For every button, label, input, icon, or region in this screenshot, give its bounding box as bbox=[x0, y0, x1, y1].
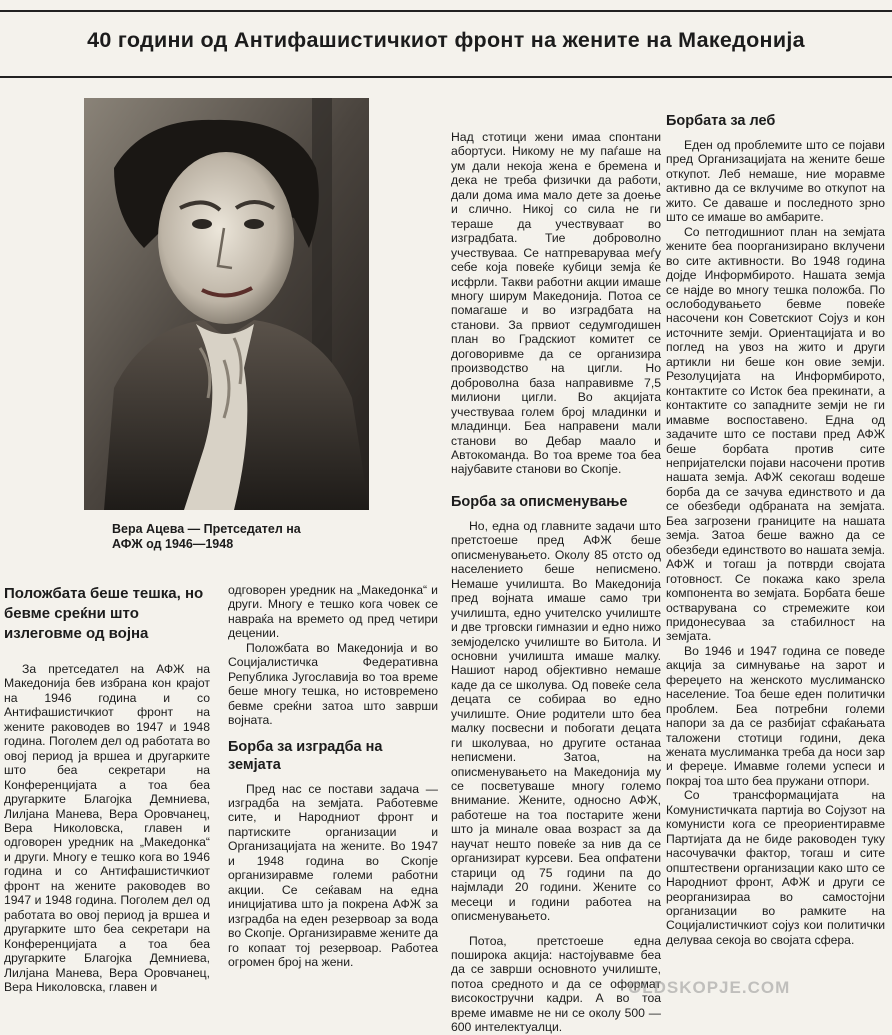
article-column-1 bbox=[4, 584, 210, 998]
article4-paragraph-2: Со петгодишниот план на земјата жените беа поорганизирано вклучени во сите активности. Во 1948 година дојде Информбирото. Нашата земја се најде во многу тешка положба. По ослободувањето бевме повеќе насочени кон Советскиот Сојуз и кон источните земји. Ориентацијата и во поглед на увоз на жито и други артикли ни беше кон овие земји. Резолуцијата на Информбирото, контактите со Исток беа прекинати, а контактите со западните земји не ги имавме воспоставено. Една од задачите што се постави пред АФЖ беше борбата против сите непријателски појави насочени против нашата земја. АФЖ секогаш водеше борба да се зачува единството и да се обезбеди одбраната на земјата. Беа загрозени границите на нашата земја. Затоа беше важно да се обезбеди единството во нашата земја. АФЖ и тогаш ја потврди својата готовност. Се покажа како зрела компонента во земјата. Борбата беше остварувана со стремежите кои придонесуваа за стабилност на земјата. bbox=[666, 224, 885, 644]
article4-paragraph-1: Еден од проблемите што се појави пред Организацијата на жените беше откупот. Леб немаше, ние моравме активно да се вклучиме во откупот на жито. Се даваше и последното зрно што се имаше во амбарите. bbox=[666, 138, 885, 225]
article2-paragraph-1: Пред нас се постави задача — изградба на земјата. Работевме сите, и Народниот фронт и партиските организации и Организацијата на жените. Во 1947 и 1948 година во Скопје организиравме големи работни акции. Се сеќавам на една иницијатива што ја покрена АФЖ за изградба на еден резервоар за вода во Скопје. Организиравме жените да го копаат тој резервоар. Работеа огромен број на жени. bbox=[228, 781, 438, 969]
portrait-image bbox=[84, 98, 369, 510]
article3-paragraph-1: Но, една од главните задачи што претстоеше пред АФЖ беше описменувањето. Околу 85 отсто од населението беше неписмено. Немаше училишта. Во Македонија пред војната имаше само три училишта, едно учителско училиште и две трговски гимназии и едно нижо земјоделско училиште во Битола. И основни училишта имаше малку. Нашиот народ објективно немаше каде да се школува. Од повеќе села децата се собираа во едно училиште. Оние родители што беа малку посвесни и побогати децата ги школуваа, но другите останаа неписмени. Затоа, на описменувањето на Македонија му се посветуваше многу големо внимание. Жените, односно АФЖ, работеше на тоа постарите жени што ја минале оваа возраст за да научат нешто повеќе за нив да се организират курсеви. Беа опфатени старици од 75 години па до најмлади 20 години. Жените со месеци и години работеа на описменувањето. bbox=[451, 518, 661, 924]
article4-title: Борбата за леб bbox=[666, 113, 776, 129]
article4-paragraph-3: Во 1946 и 1947 година се поведе акција за симнување на зарот и фереџето на женското муслиманско население. Тоа беше еден политички проблем. Беа потребни големи напори за да се разбијат сфаќањата таложени стотици години, дека жената муслиманка треба да носи зар и фереџе. Имавме големи успеси и покрај тоа што беа пружани отпори. bbox=[666, 643, 885, 788]
article-column-4 bbox=[666, 112, 885, 997]
article1-paragraph-1: За претседател на АФЖ на Македонија бев избрана кон крајот на 1946 година и со Антифашистичкиот фронт на жените раководев во 1947 и 1948 година. Поголем дел од работата во овој период ја вршеа и другарките што беа секретари на Конференцијата а тоа беа другарките Благојка Демниева, Лилјана Манева, Вера Оровчанец, Вера Николовска, главен и одговорен уредник на „Македонка“ и други. Многу е тешко кога во 1946 година и со Антифашистичкиот фронт на жените раководев во 1947 и 1948 година. Поголем дел од работата во овој период ја вршеа и другарките што беа секретари на Конференцијата а тоа беа другарките Благојка Демниева, Лилјана Манева, Вера Оровчанец, Вера Николовска, главен и bbox=[4, 662, 210, 994]
article2-paragraph-2: Над стотици жени имаа спонтани абортуси. Никому не му паѓаше на ум дали некоја жена е бремена и дека не треба физички да работи, дали дома има мало дете за доење и слично. Никој со сила не ги тераше да учествуваат во изградбата. Тие доброволно учествуваа. Се натпреваруваа меѓу себе која повеќе кубици земја ќе исфрли. Такви работни акции имаше многу ширум Македонија. Потоа се помагаше и во изградбата на станови. За првиот седумгодишен план во Градскиот комитет се договоривме да се организира производство на цигли. Но доброволна база направивме 7,5 милиони цигли. Во акцијата учествуваа голем број младинки и младинци. Беа направени мали станови во Дебар маало и Автокоманда. Во тоа време тоа беа најубавите станови во Скопје. bbox=[451, 130, 661, 477]
article3-title: Борба за описменување bbox=[451, 493, 628, 510]
article1-paragraph-3: Положбата во Македонија и во Социјалистичка Федеративна Република Југославија во тоа време беше многу тешка, но истовремено бевме среќни затоа што заврши војната. bbox=[228, 640, 438, 728]
top-rule bbox=[0, 10, 892, 12]
article1-paragraph-2: одговорен уредник на „Македонка“ и други. Многу е тешко кога човек се навраќа на времето од пред четири децении. bbox=[228, 583, 438, 641]
page-headline: 40 години од Антифашистичкиот фронт на жените на Македонија bbox=[87, 28, 805, 52]
article-column-2 bbox=[228, 583, 438, 997]
article3-paragraph-2: Потоа, претстоеше една поширока акција: настојувавме беа да се заврши основното училиште, потоа средното и да се оформат високостручни кадри. А во тоа време имавме не ни се околу 500 — 600 интелектуалци. bbox=[451, 933, 661, 1035]
article-column-3 bbox=[451, 130, 661, 1035]
caption-line-2: АФЖ од 1946—1948 bbox=[112, 537, 234, 551]
article4-paragraph-4: Со трансформацијата на Комунистичката партија во Сојузот на комунисти кога се преориентиравме Партијата да не биде раководен туку насочувачки фактор, тогаш и сите општествени организации како што се Народниот фронт, АФЖ и други се реорганизираа во самостојни организации во рамките на Социјалистичкиот сојуз кои политички делуваа секоја во својата сфера. bbox=[666, 788, 885, 947]
caption-line-1: Вера Ацева — Претседател на bbox=[112, 522, 301, 536]
photo-caption bbox=[112, 522, 362, 552]
article2-title: Борба за изградба на земјата bbox=[228, 738, 383, 773]
site-watermark: OLDSKOPJE.COM bbox=[628, 978, 791, 997]
headline-rule bbox=[0, 76, 892, 78]
portrait-photo bbox=[84, 98, 369, 510]
article1-title: Положбата беше тешка, но бевме среќни што излеговме од војна bbox=[4, 585, 204, 642]
